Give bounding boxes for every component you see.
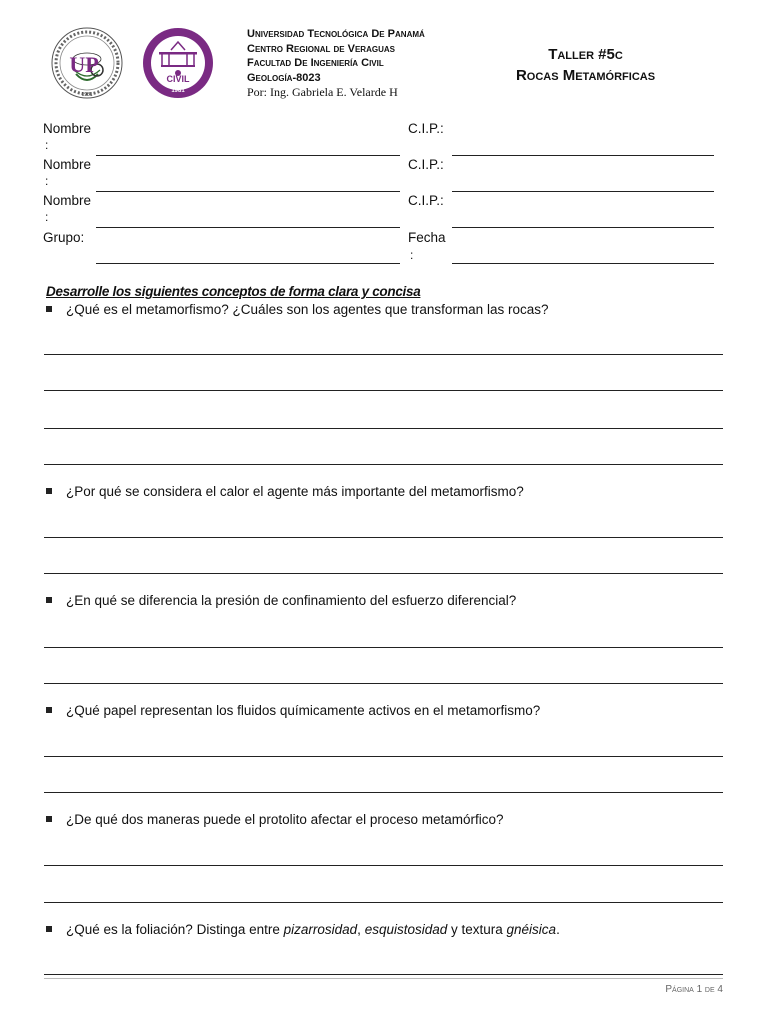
answer-line[interactable] — [44, 573, 723, 574]
name-field-3[interactable] — [96, 227, 400, 228]
name-label-2: Nombre — [43, 157, 92, 172]
worksheet-title — [498, 44, 673, 86]
question-4 — [46, 703, 540, 719]
term-pizarrosidad: pizarrosidad — [283, 922, 358, 937]
course-name: Geología-8023 — [247, 71, 321, 84]
question-text: ¿En qué se diferencia la presión de confinamiento del esfuerzo diferencial? — [66, 593, 517, 608]
title-line-1: Taller #5c — [548, 46, 623, 63]
utp-seal-icon — [50, 26, 124, 100]
question-sep: , — [357, 922, 365, 937]
answer-line[interactable] — [44, 647, 723, 648]
answer-line[interactable] — [44, 902, 723, 903]
civil-logo-word: CIVIL — [166, 74, 190, 84]
question-text: ¿De qué dos maneras puede el protolito afectar el proceso metamórfico? — [66, 812, 504, 827]
question-1 — [46, 302, 548, 318]
bullet-icon — [46, 926, 52, 932]
name-colon-3: : — [45, 210, 49, 224]
page-number: Página 1 de 4 — [665, 984, 723, 995]
name-field-1[interactable] — [96, 155, 400, 156]
answer-line[interactable] — [44, 792, 723, 793]
footer-rule — [44, 978, 723, 979]
answer-line[interactable] — [44, 354, 723, 355]
date-field[interactable] — [452, 263, 714, 264]
answer-line[interactable] — [44, 428, 723, 429]
question-text: ¿Qué papel representan los fluidos químicamente activos en el metamorfismo? — [66, 703, 541, 718]
bullet-icon — [46, 816, 52, 822]
question-text: ¿Qué es el metamorfismo? ¿Cuáles son los agentes que transforman las rocas? — [66, 302, 549, 317]
term-gneisica: gnéisica — [506, 922, 557, 937]
answer-line[interactable] — [44, 537, 723, 538]
utp-logo — [50, 26, 124, 100]
answer-line[interactable] — [44, 683, 723, 684]
name-field-2[interactable] — [96, 191, 400, 192]
utp-logo-letters: UP — [69, 52, 99, 77]
answer-line[interactable] — [44, 390, 723, 391]
institution-block — [247, 27, 425, 100]
bullet-icon — [46, 488, 52, 494]
answer-line[interactable] — [44, 756, 723, 757]
center-name: Centro Regional de Veraguas — [247, 42, 395, 55]
cip-label-1: C.I.P.: — [408, 121, 444, 136]
term-esquistosidad: esquistosidad — [364, 922, 448, 937]
cip-field-1[interactable] — [452, 155, 714, 156]
university-name: Universidad Tecnológica De Panamá — [247, 28, 425, 40]
bullet-icon — [46, 707, 52, 713]
name-label-1: Nombre — [43, 121, 92, 136]
question-6 — [46, 922, 560, 938]
question-text: ¿Por qué se considera el calor el agente más importante del metamorfismo? — [66, 484, 524, 499]
utp-logo-year: 1981 — [81, 92, 93, 98]
cip-field-2[interactable] — [452, 191, 714, 192]
civil-seal-icon — [141, 26, 215, 100]
answer-line[interactable] — [44, 974, 723, 975]
author-name: Por: Ing. Gabriela E. Velarde H — [247, 85, 398, 99]
answer-line[interactable] — [44, 865, 723, 866]
civil-logo — [141, 26, 215, 100]
name-label-3: Nombre — [43, 193, 92, 208]
faculty-name: Facultad De Ingeniería Civil — [247, 57, 384, 69]
question-5 — [46, 812, 503, 828]
cip-field-3[interactable] — [452, 227, 714, 228]
instructions-heading: Desarrolle los siguientes conceptos de forma clara y concisa — [46, 284, 421, 299]
name-colon-1: : — [45, 138, 49, 152]
group-label: Grupo: — [43, 230, 85, 245]
question-sep: y textura — [447, 922, 507, 937]
question-2 — [46, 484, 524, 500]
name-colon-2: : — [45, 174, 49, 188]
question-text-start: ¿Qué es la foliación? Distinga entre — [66, 922, 284, 937]
answer-line[interactable] — [44, 464, 723, 465]
date-label: Fecha — [408, 230, 446, 245]
group-field[interactable] — [96, 263, 400, 264]
question-end: . — [556, 922, 560, 937]
title-line-2: Rocas Metamórficas — [515, 67, 656, 84]
cip-label-2: C.I.P.: — [408, 157, 444, 172]
question-3 — [46, 593, 516, 609]
bullet-icon — [46, 597, 52, 603]
date-colon: : — [410, 248, 414, 262]
cip-label-3: C.I.P.: — [408, 193, 444, 208]
bullet-icon — [46, 306, 52, 312]
civil-logo-year: 1981 — [171, 88, 185, 94]
